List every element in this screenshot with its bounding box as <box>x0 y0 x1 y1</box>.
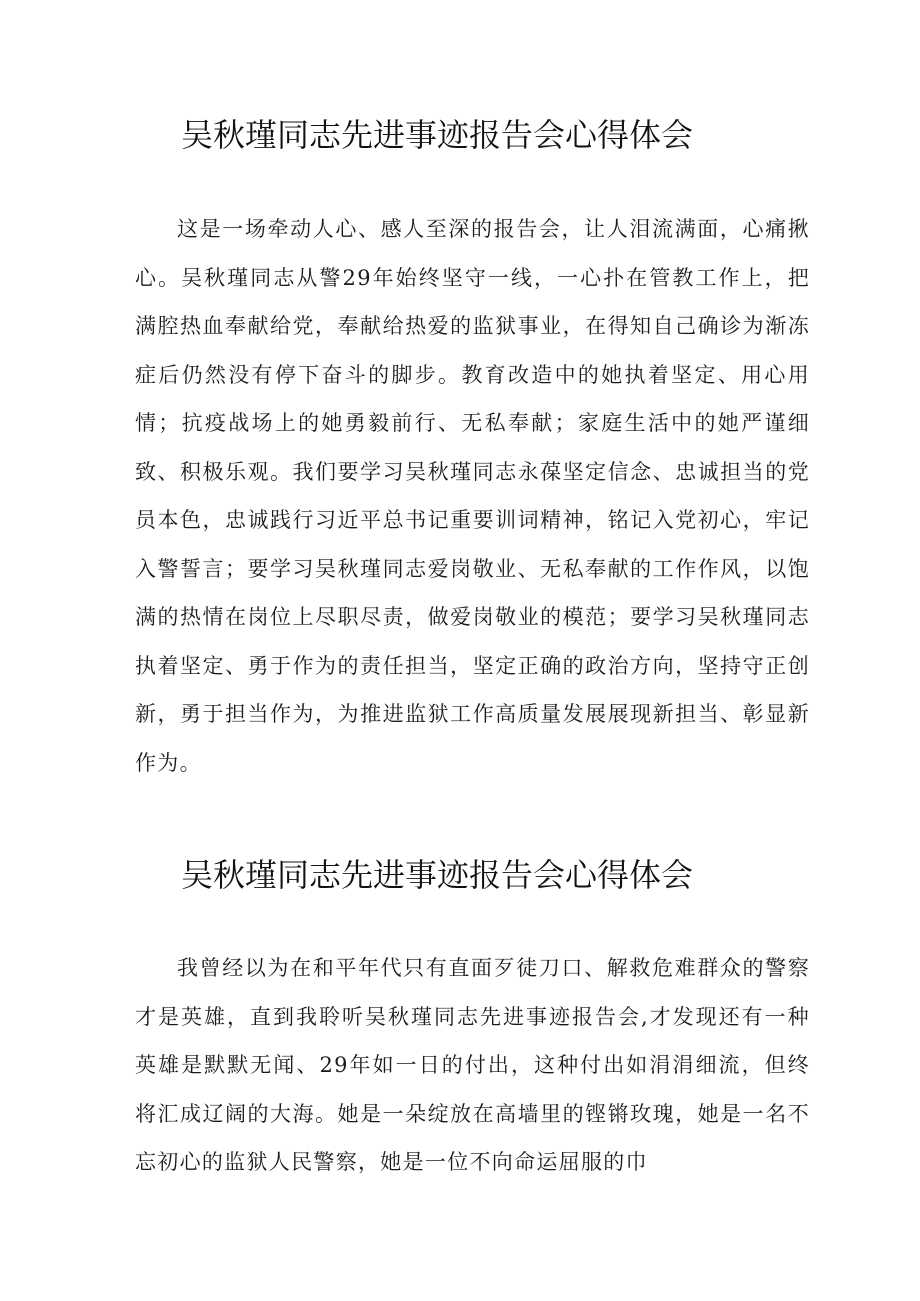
section-title-2: 吴秋瑾同志先进事迹报告会心得体会 <box>180 856 693 894</box>
section-title-1: 吴秋瑾同志先进事迹报告会心得体会 <box>180 116 693 154</box>
section-paragraph-2: 我曾经以为在和平年代只有直面歹徒刀口、解救危难群众的警察才是英雄，直到我聆听吴秋瑾同志先进事迹报告会,才发现还有一种英雄是默默无闻、29年如一日的付出，这种付出如涓涓细流，但终将汇成辽阔的大海。她是一朵绽放在高墙里的铿锵玫瑰，她是一名不忘初心的监狱人民警察，她是一位不向命运屈服的巾 <box>135 956 810 1174</box>
section-paragraph-1: 这是一场牵动人心、感人至深的报告会，让人泪流满面，心痛揪心。吴秋瑾同志从警29年始终坚守一线，一心扑在管教工作上，把满腔热血奉献给党，奉献给热爱的监狱事业，在得知自己确诊为渐冻症后仍然没有停下奋斗的脚步。教育改造中的她执着坚定、用心用情；抗疫战场上的她勇毅前行、无私奉献；家庭生活中的她严谨细致、积极乐观。我们要学习吴秋瑾同志永葆坚定信念、忠诚担当的党员本色，忠诚践行习近平总书记重要训词精神，铭记入党初心，牢记入警誓言；要学习吴秋瑾同志爱岗敬业、无私奉献的工作作风，以饱满的热情在岗位上尽职尽责，做爱岗敬业的模范；要学习吴秋瑾同志执着坚定、勇于作为的责任担当，坚定正确的政治方向，坚持守正创新，勇于担当作为，为推进监狱工作高质量发展展现新担当、彰显新作为。 <box>135 217 810 775</box>
